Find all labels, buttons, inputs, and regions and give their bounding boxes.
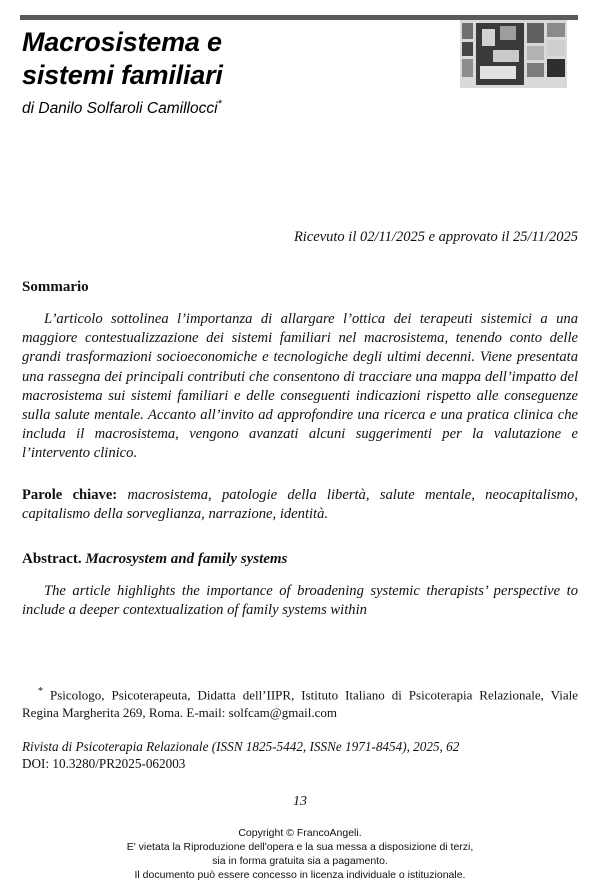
author-footnote bbox=[22, 683, 578, 721]
footnote-marker: * bbox=[38, 686, 43, 697]
abstract-heading bbox=[22, 550, 578, 568]
summary-paragraph: L’articolo sottolinea l’importanza di allargare l’ottica dei terapeuti sistemici a una maggiore contestualizzazione dei sistemi familiari nel macrosistema, tenendo conto delle grandi trasformazioni socioeconomiche e tecnologiche degli ultimi decenni. Viene presentata una rassegna dei principali contributi che consentono di tracciare una mappa dell’impatto del macrosistema sui sistemi familiari e delle conseguenti indicazioni rispetto alle conseguenze sulla salute mentale. Accanto all’invito ad approfondire una ricerca e una pratica clinica che includa il macrosistema, vengono avanzati alcuni suggerimenti per la valutazione e l’intervento clinico. bbox=[22, 311, 578, 462]
keywords-label: Parole chiave: bbox=[22, 486, 118, 503]
doi-line: DOI: 10.3280/PR2025-062003 bbox=[22, 756, 186, 771]
copyright-line-1: Copyright © FrancoAngeli. bbox=[238, 827, 362, 839]
author-footnote-marker: * bbox=[217, 98, 222, 110]
journal-citation bbox=[22, 738, 578, 772]
footnote-space bbox=[43, 687, 50, 702]
copyright-line-2: E' vietata la Riproduzione dell'opera e la sua messa a disposizione di terzi, bbox=[126, 841, 474, 853]
photo-collage-thumbnail bbox=[460, 20, 567, 88]
footnote-text: Psicologo, Psicoterapeuta, Didatta dell’IIPR, Istituto Italiano di Psicoterapia Relazionale, Viale Regina Margherita 269, Roma. E-mail: solfcam@gmail.com bbox=[22, 687, 578, 720]
abstract-label: Abstract. bbox=[22, 551, 82, 568]
copyright-footer bbox=[0, 826, 600, 882]
author-name: di Danilo Solfaroli Camillocci bbox=[22, 100, 218, 118]
keywords-block bbox=[22, 486, 578, 524]
summary-heading: Sommario bbox=[22, 279, 89, 295]
keywords-values: macrosistema, patologie della libertà, salute mentale, neocapitalismo, capitalismo della sorveglianza, narrazione, identità. bbox=[22, 486, 578, 522]
keywords-list bbox=[117, 487, 127, 503]
copyright-line-3: sia in forma gratuita sia a pagamento. bbox=[212, 855, 388, 867]
page-number: 13 bbox=[293, 794, 307, 809]
author-byline bbox=[22, 95, 442, 118]
copyright-line-4: Il documento può essere concesso in licenza individuale o istituzionale. bbox=[134, 869, 466, 881]
received-approved-line: Ricevuto il 02/11/2025 e approvato il 25/11/2025 bbox=[293, 229, 578, 245]
abstract-paragraph: The article highlights the importance of broadening systemic therapists’ perspective to include a deeper contextualization of family systems within bbox=[22, 583, 578, 619]
title-block bbox=[22, 26, 442, 118]
title-line-2: sistemi familiari bbox=[22, 60, 223, 90]
title-line-1: Macrosistema e bbox=[22, 27, 222, 57]
main-content bbox=[22, 278, 578, 620]
page-title bbox=[22, 26, 442, 92]
journal-reference: Rivista di Psicoterapia Relazionale (ISSN 1825-5442, ISSNe 1971-8454), 2025, 62 bbox=[22, 739, 460, 754]
abstract-title: Macrosystem and family systems bbox=[85, 551, 288, 568]
